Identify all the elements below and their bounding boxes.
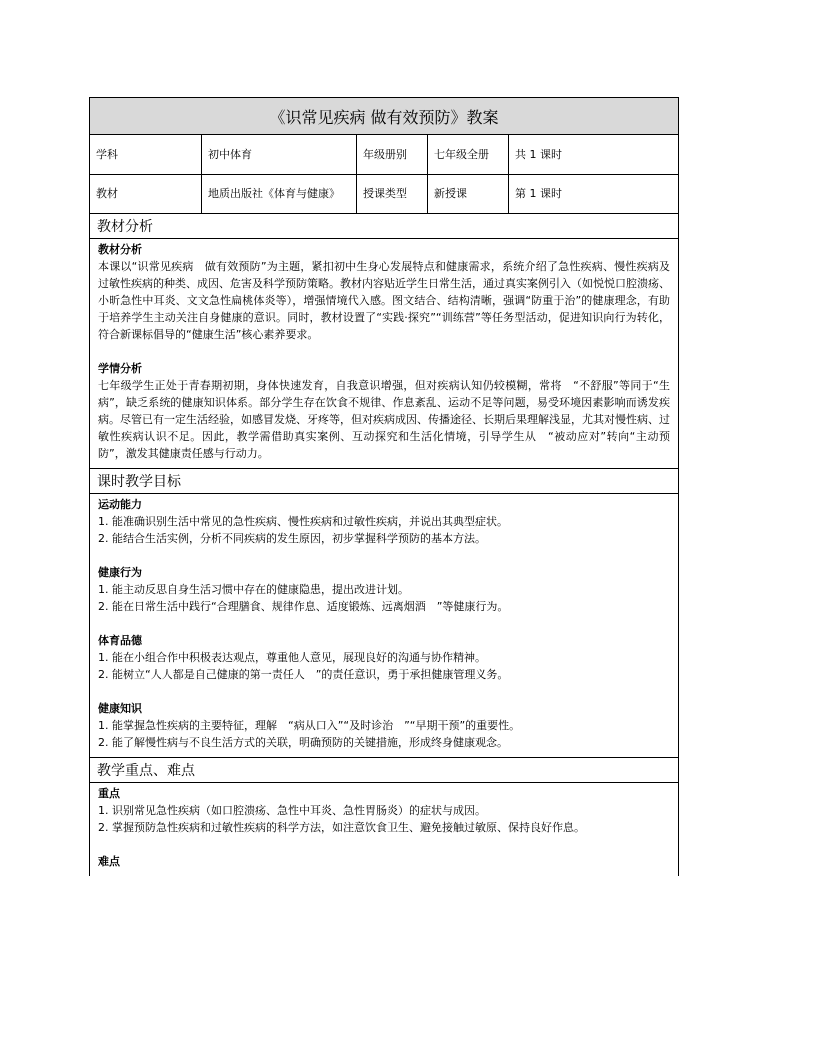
section-body-analysis xyxy=(90,239,678,469)
subheading-textbook-analysis: 教材分析 xyxy=(98,243,142,256)
label-grade: 年级册别 xyxy=(357,135,428,174)
label-lesson-type: 授课类型 xyxy=(357,175,428,213)
goal-title-behavior: 健康行为 xyxy=(98,566,142,579)
value-textbook: 地质出版社《体育与健康》 xyxy=(202,175,357,213)
paragraph-textbook-analysis: 本课以“识常见疾病 做有效预防”为主题，紧扣初中生身心发展特点和健康需求，系统介绍了急性疾病、慢性疾病及过敏性疾病的种类、成因、危害及科学预防策略。教材内容贴近学生日常生活，通过真实案例引入（如悦悦口腔溃疡、小昕急性中耳炎、文文急性扁桃体炎等），增强情境代入感。图文结合、结构清晰，强调“防重于治”的健康理念，有助于培养学生主动关注自身健康的意识。同时，教材设置了“实践·探究”“训练营”等任务型活动，促进知识向行为转化，符合新课标倡导的“健康生活”核心素养要求。 xyxy=(98,260,670,341)
goal-title-ethics: 体育品德 xyxy=(98,634,142,647)
list-item: 1. 识别常见急性疾病（如口腔溃疡、急性中耳炎、急性胃肠炎）的症状与成因。 xyxy=(98,804,486,817)
list-item: 2. 能了解慢性病与不良生活方式的关联，明确预防的关键措施，形成终身健康观念。 xyxy=(98,736,508,749)
value-total-periods: 共 1 课时 xyxy=(515,147,562,161)
list-item: 2. 能在日常生活中践行“合理膳食、规律作息、适度锻炼、远离烟酒 ”等健康行为。 xyxy=(98,600,509,613)
list-item: 1. 能在小组合作中积极表达观点，尊重他人意见，展现良好的沟通与协作精神。 xyxy=(98,651,486,664)
value-grade: 七年级全册 xyxy=(428,135,509,174)
info-row-textbook xyxy=(90,175,678,214)
list-item: 2. 掌握预防急性疾病和过敏性疾病的科学方法，如注意饮食卫生、避免接触过敏原、保持良好作息。 xyxy=(98,821,585,834)
list-item: 1. 能主动反思自身生活习惯中存在的健康隐患，提出改进计划。 xyxy=(98,583,409,596)
document-title: 《识常见疾病 做有效预防》教案 xyxy=(90,98,678,135)
subheading-student-analysis: 学情分析 xyxy=(98,362,142,375)
section-heading-keypoints: 教学重点、难点 xyxy=(90,758,678,783)
subheading-difficulty: 难点 xyxy=(98,855,120,868)
list-item: 1. 能准确识别生活中常见的急性疾病、慢性疾病和过敏性疾病，并说出其典型症状。 xyxy=(98,515,508,528)
goal-title-knowledge: 健康知识 xyxy=(98,702,142,715)
label-subject: 学科 xyxy=(90,135,202,174)
value-lesson-type: 新授课 xyxy=(428,175,509,213)
section-body-goals xyxy=(90,494,678,758)
goal-title-motor: 运动能力 xyxy=(98,498,142,511)
value-period: 第 1 课时 xyxy=(515,187,562,200)
paragraph-student-analysis: 七年级学生正处于青春期初期，身体快速发育，自我意识增强，但对疾病认知仍较模糊，常将 “不舒服”等同于“生病”，缺乏系统的健康知识体系。部分学生存在饮食不规律、作息紊乱、运动不足等问题，易受环境因素影响而诱发疾病。尽管已有一定生活经验，如感冒发烧、牙疼等，但对疾病成因、传播途径、长期后果理解浅显，尤其对慢性病、过敏性疾病认识不足。因此，教学需借助真实案例、互动探究和生活化情境，引导学生从 “被动应对”转向“主动预防”，激发其健康责任感与行动力。 xyxy=(98,379,670,460)
subheading-key: 重点 xyxy=(98,787,120,800)
list-item: 1. 能掌握急性疾病的主要特征，理解 “病从口入”“及时诊治 ”“早期干预”的重要性。 xyxy=(98,719,521,732)
lesson-plan-document xyxy=(89,97,679,876)
info-row-subject xyxy=(90,135,678,175)
section-heading-analysis: 教材分析 xyxy=(90,214,678,239)
list-item: 2. 能结合生活实例，分析不同疾病的发生原因，初步掌握科学预防的基本方法。 xyxy=(98,532,486,545)
section-body-keypoints xyxy=(90,783,678,876)
section-heading-goals: 课时教学目标 xyxy=(90,469,678,494)
label-textbook: 教材 xyxy=(90,175,202,213)
list-item: 2. 能树立“人人都是自己健康的第一责任人 ”的责任意识，勇于承担健康管理义务。 xyxy=(98,668,509,681)
value-subject: 初中体育 xyxy=(202,135,357,174)
